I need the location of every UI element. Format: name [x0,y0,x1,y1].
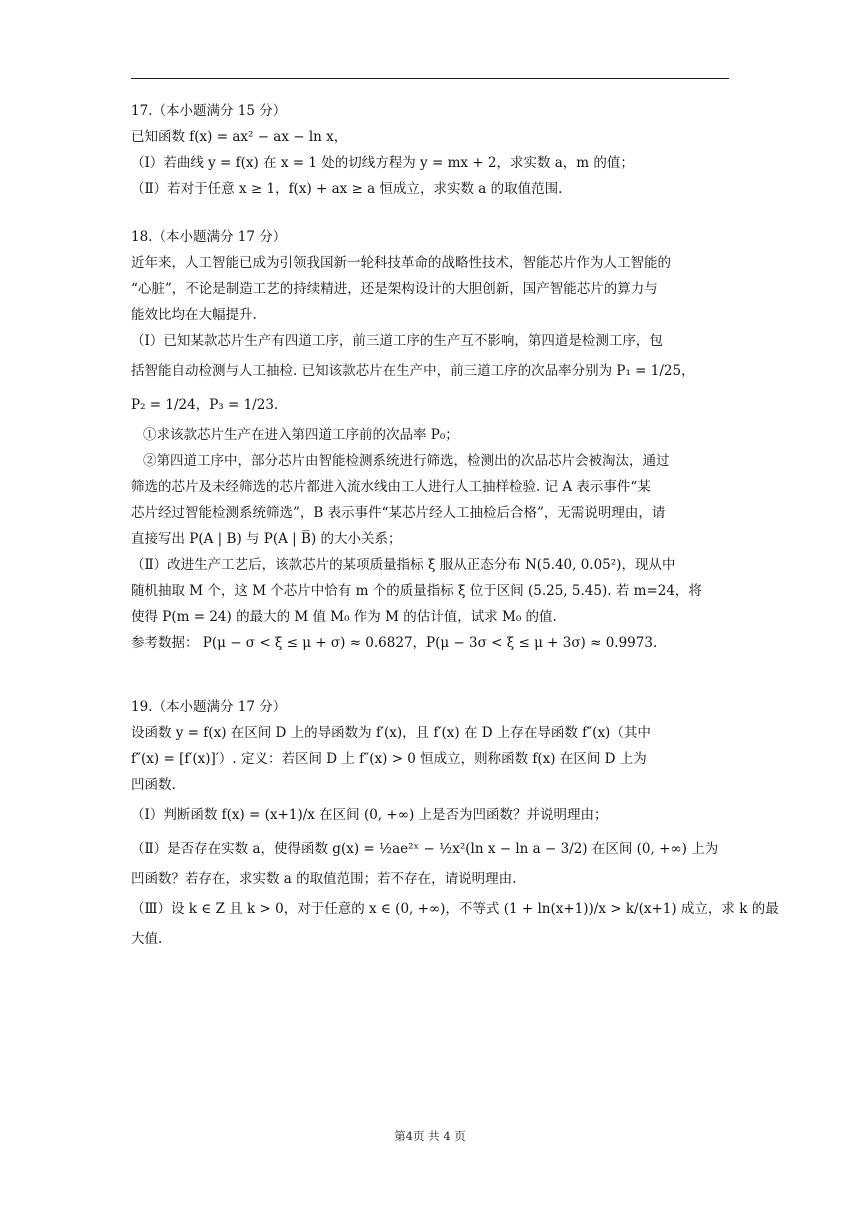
question-19-intro-line-3: 凹函数. [131,777,176,793]
question-18-sub-2-line-1: ②第四道工序中，部分芯片由智能检测系统进行筛选，检测出的次品芯片会被淘汰，通过 [143,453,670,469]
question-19-part-3-line-2: 大值. [131,931,163,947]
question-17-heading: 17.（本小题满分 15 分） [131,103,287,119]
question-17-part-2: （Ⅱ）若对于任意 x ≥ 1，f(x) + ax ≥ a 恒成立，求实数 a 的取值范围. [131,181,563,197]
question-19-part-2-line-1: （Ⅱ）是否存在实数 a，使得函数 g(x) = ½ae²ˣ − ½x²(ln x − ln a − 3/2) 在区间 (0, +∞) 上为 [131,841,719,857]
page-footer: 第4页 共 4 页 [394,1129,466,1143]
question-19-intro-line-1: 设函数 y = f(x) 在区间 D 上的导函数为 f′(x)，且 f′(x) 在 D 上存在导函数 f″(x)（其中 [131,725,651,741]
question-18-reference-data: 参考数据： P(μ − σ < ξ ≤ μ + σ) ≈ 0.6827，P(μ − 3σ < ξ ≤ μ + 3σ) ≈ 0.9973. [131,635,658,651]
question-17-stem: 已知函数 f(x) = ax² − ax − ln x， [131,129,348,145]
question-18-sub-2-line-4: 直接写出 P(A | B) 与 P(A | B̅) 的大小关系； [131,531,402,547]
question-17 [131,98,731,202]
question-19-part-2-line-2: 凹函数？若存在，求实数 a 的取值范围；若不存在，请说明理由. [131,871,517,887]
question-19 [131,694,779,952]
question-18-part-1-line-3: P₂ = 1/24，P₃ = 1/23. [131,397,279,413]
header-rule [131,78,729,79]
question-19-intro-line-2: f″(x) = [f′(x)]′）. 定义：若区间 D 上 f″(x) > 0 恒成立，则称函数 f(x) 在区间 D 上为 [131,751,647,767]
question-19-part-1: （Ⅰ）判断函数 f(x) = (x+1)/x 在区间 (0, +∞) 上是否为凹函数？并说明理由； [131,807,608,823]
question-18 [131,224,731,656]
question-17-part-1: （Ⅰ）若曲线 y = f(x) 在 x = 1 处的切线方程为 y = mx + 2，求实数 a，m 的值； [131,155,634,171]
question-19-part-3-line-1: （Ⅲ）设 k ∈ Z 且 k > 0，对于任意的 x ∈ (0, +∞)，不等式 (1 + ln(x+1))/x > k/(x+1) 成立，求 k 的最 [131,901,779,917]
question-19-heading: 19.（本小题满分 17 分） [131,699,287,715]
question-18-intro-line-3: 能效比均在大幅提升. [131,307,257,323]
question-18-intro-line-2: “心脏”，不论是制造工艺的持续精进，还是架构设计的大胆创新，国产智能芯片的算力与 [131,281,658,297]
question-18-part-2-line-1: （Ⅱ）改进生产工艺后，该款芯片的某项质量指标 ξ 服从正态分布 N(5.40, 0.05²)，现从中 [131,557,676,573]
question-18-part-2-line-2: 随机抽取 M 个，这 M 个芯片中恰有 m 个的质量指标 ξ 位于区间 (5.25, 5.45). 若 m=24，将 [131,583,702,599]
question-18-sub-2-line-3: 芯片经过智能检测系统筛选”，B 表示事件“某芯片经人工抽检后合格”，无需说明理由，请 [131,505,666,521]
page-content [131,98,779,952]
question-18-sub-2-line-2: 筛选的芯片及未经筛选的芯片都进入流水线由工人进行人工抽样检验. 记 A 表示事件“某 [131,479,651,495]
question-18-intro-line-1: 近年来，人工智能已成为引领我国新一轮科技革命的战略性技术，智能芯片作为人工智能的 [131,255,671,271]
question-18-sub-1: ①求该款芯片生产在进入第四道工序前的次品率 P₀； [143,427,459,443]
question-18-heading: 18.（本小题满分 17 分） [131,229,287,245]
question-18-part-1-line-1: （Ⅰ）已知某款芯片生产有四道工序，前三道工序的生产互不影响，第四道是检测工序，包 [131,333,663,349]
question-18-part-1-line-2: 括智能自动检测与人工抽检. 已知该款芯片在生产中，前三道工序的次品率分别为 P₁ = 1/25， [131,363,695,379]
question-18-part-2-line-3: 使得 P(m = 24) 的最大的 M 值 M₀ 作为 M 的估计值，试求 M₀ 的值. [131,609,557,625]
